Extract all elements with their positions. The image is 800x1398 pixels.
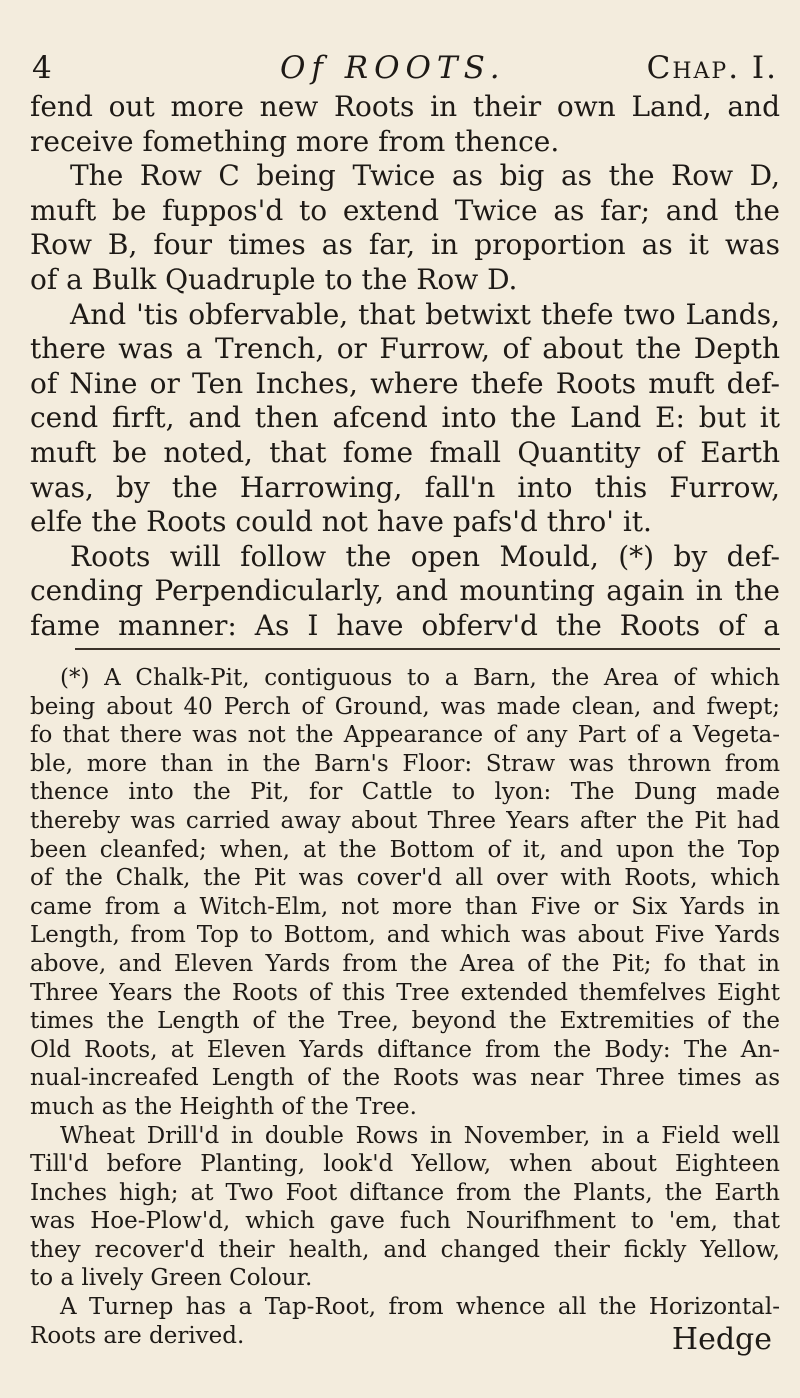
footnote-line: was Hoe-Plow'd, which gave fuch Nourifhment to 'em, that: [30, 1208, 780, 1235]
text-line: receive fomething more from thence.: [30, 124, 560, 158]
footnote-line: being about 40 Perch of Ground, was made clean, and fwept;: [30, 693, 780, 720]
footnote-line: to a lively Green Colour.: [30, 1265, 313, 1292]
footnote-line: times the Length of the Tree, beyond the Extremities of the: [30, 1008, 780, 1035]
footnote-line: been cleanfed; when, at the Bottom of it, and upon the Top: [30, 836, 780, 863]
footnote-line: above, and Eleven Yards from the Area of the Pit; fo that in: [30, 950, 780, 977]
footnote-line: Old Roots, at Eleven Yards diftance from the Body: The An-: [30, 1036, 780, 1063]
text-line: cending Perpendicularly, and mounting again in the: [30, 574, 780, 608]
footnote-line: Roots are derived.: [30, 1322, 245, 1349]
page-number: 4: [32, 50, 52, 86]
footnote-line: of the Chalk, the Pit was cover'd all over with Roots, which: [30, 865, 780, 892]
text-line: of Nine or Ten Inches, where thefe Roots muft def-: [30, 366, 780, 400]
footnote-line: fo that there was not the Appearance of any Part of a Vegeta-: [30, 722, 780, 749]
footnote-line: thereby was carried away about Three Years after the Pit had: [30, 807, 780, 834]
footnote-line: came from a Witch-Elm, not more than Five or Six Yards in: [30, 893, 780, 920]
text-line: was, by the Harrowing, fall'n into this Furrow,: [30, 470, 780, 504]
catchword: Hedge: [671, 1322, 772, 1357]
footnote: [30, 664, 780, 1350]
running-title: Of ROOTS.: [280, 50, 506, 86]
text-line: of a Bulk Quadruple to the Row D.: [30, 262, 518, 296]
text-line: elfe the Roots could not have pafs'd thro' it.: [30, 505, 652, 539]
text-line: fend out more new Roots in their own Land, and: [30, 90, 780, 123]
footnote-line: Inches high; at Two Foot diftance from the Plants, the Earth: [30, 1179, 780, 1206]
footnote-line: they recover'd their health, and changed their fickly Yellow,: [30, 1236, 780, 1263]
text-line: muft be noted, that fome fmall Quantity of Earth: [30, 435, 780, 469]
footnote-line: A Turnep has a Tap-Root, from whence all the Horizontal-: [60, 1294, 780, 1321]
footnote-divider: [75, 648, 780, 650]
text-line: Roots will follow the open Mould, (*) by def-: [70, 539, 780, 573]
text-line: cend firft, and then afcend into the Land E: but it: [30, 401, 780, 435]
footnote-line: Three Years the Roots of this Tree extended themfelves Eight: [30, 979, 780, 1006]
text-line: there was a Trench, or Furrow, of about the Depth: [30, 332, 780, 366]
text-line: fame manner: As I have obferv'd the Roots of a: [30, 608, 780, 642]
running-header: [30, 48, 778, 90]
footnote-line: Wheat Drill'd in double Rows in November, in a Field well: [60, 1122, 780, 1149]
footnote-line: ble, more than in the Barn's Floor: Straw was thrown from: [30, 750, 780, 777]
main-text: [30, 90, 780, 644]
text-line: And 'tis obfervable, that betwixt thefe two Lands,: [70, 297, 780, 331]
footnote-line: Length, from Top to Bottom, and which was about Five Yards: [30, 922, 780, 949]
footnote-line: Till'd before Planting, look'd Yellow, when about Eighteen: [30, 1151, 780, 1178]
footnote-line: (*) A Chalk-Pit, contiguous to a Barn, the Area of which: [60, 665, 780, 691]
footnote-line: much as the Heighth of the Tree.: [30, 1093, 417, 1120]
text-line: The Row C being Twice as big as the Row D,: [70, 159, 780, 193]
footnote-line: thence into the Pit, for Cattle to lyon: The Dung made: [30, 779, 780, 806]
chapter-label: Chap. I.: [646, 50, 778, 86]
text-line: muft be fuppos'd to extend Twice as far; and the: [30, 193, 780, 227]
text-line: Row B, four times as far, in proportion as it was: [30, 228, 780, 262]
footnote-line: nual-increafed Length of the Roots was near Three times as: [30, 1065, 780, 1092]
